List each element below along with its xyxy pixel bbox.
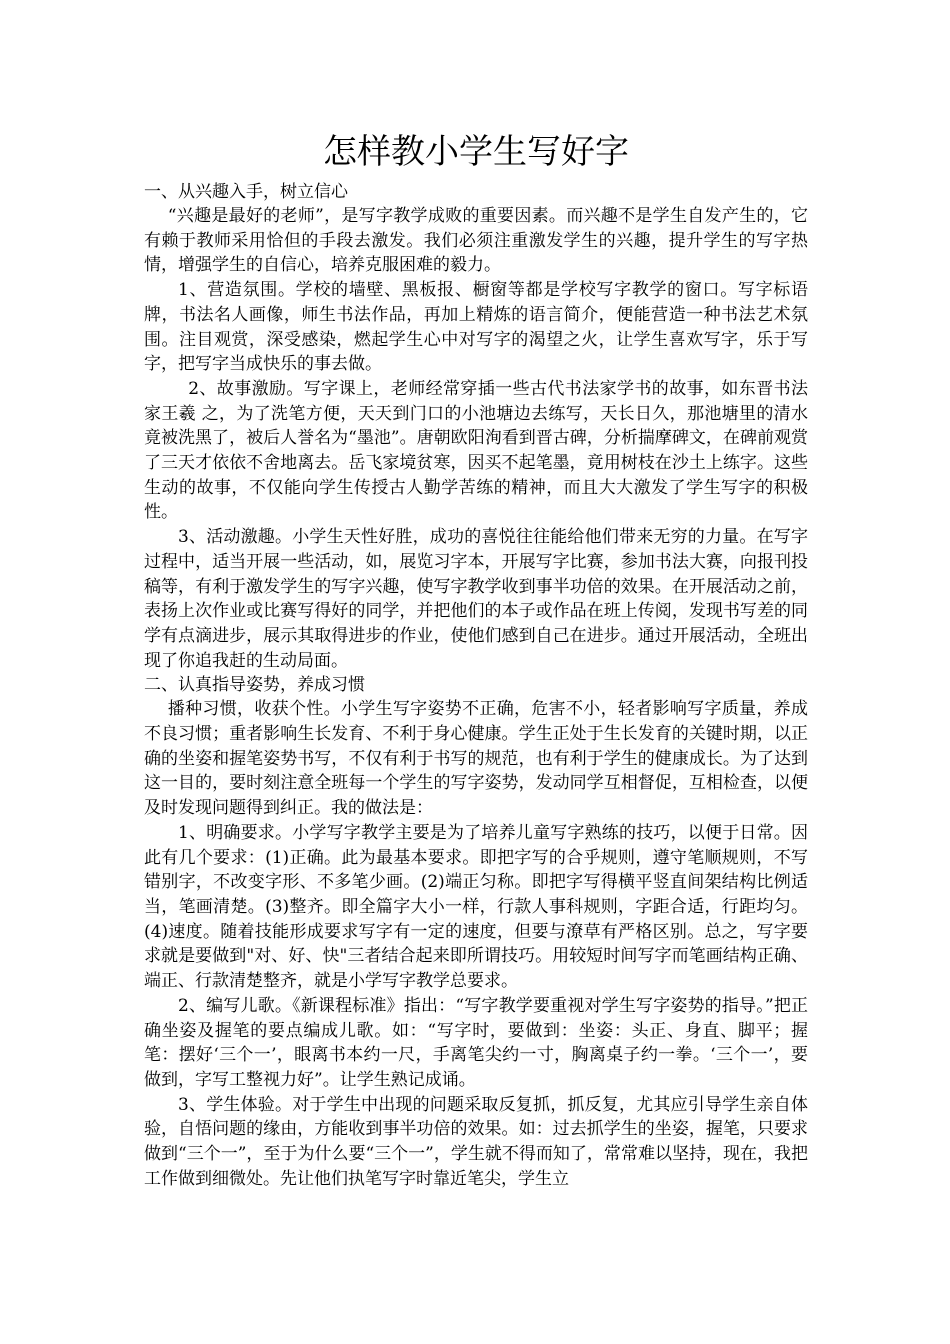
document-title: 怎样教小学生写好字 [323, 132, 629, 172]
document-page [144, 124, 808, 1191]
paragraph: 播种习惯，收获个性。小学生写字姿势不正确，危害不小，轻者影响写字质量，养成不良习惯；重者影响生长发育、不利于身心健康。学生正处于生长发育的关键时期，以正确的坐姿和握笔姿势书写，不仅有利于书写的规范，也有利于学生的健康成长。为了达到这一目的，要时刻注意全班每一个学生的写字姿势，发动同学互相督促，互相检查，以便及时发现问题得到纠正。我的做法是： [144, 699, 808, 819]
paragraph: “兴趣是最好的老师”，是写字教学成败的重要因素。而兴趣不是学生自发产生的，它有赖于教师采用恰但的手段去激发。我们必须注重激发学生的兴趣，提升学生的写字热情，增强学生的自信心，培养克服困难的毅力。 [144, 206, 808, 276]
section-heading: 二、认真指导姿势，养成习惯 [144, 675, 365, 696]
section-heading: 一、从兴趣入手，树立信心 [144, 182, 348, 202]
paragraph: 3、活动激趣。小学生天性好胜，成功的喜悦往往能给他们带来无穷的力量。在写字过程中，适当开展一些活动，如，展览习字本，开展写字比赛，参加书法大赛，向报刊投稿等，有利于激发学生的写字兴趣，使写字教学收到事半功倍的效果。在开展活动之前，表扬上次作业或比赛写得好的同学，并把他们的本子或作品在班上传阅，发现书写差的同学有点滴进步，展示其取得进步的作业，使他们感到自己在进步。通过开展活动，全班出现了你追我赶的生动局面。 [144, 527, 808, 671]
paragraph: 2、编写儿歌。《新课程标准》指出：“写字教学要重视对学生写字姿势的指导。”把正确坐姿及握笔的要点编成儿歌。如：“写字时，要做到：坐姿：头正、身直、脚平；握笔：摆好‘三个一’，眼离书本约一尺，手离笔尖约一寸，胸离桌子约一拳。‘三个一’，要做到，字写工整视力好”。让学生熟记成诵。 [144, 995, 808, 1090]
paragraph: 1、营造氛围。学校的墙壁、黑板报、橱窗等都是学校写字教学的窗口。写字标语牌，书法名人画像，师生书法作品，再加上精炼的语言简介，便能营造一种书法艺术氛围。注目观赏，深受感染，燃起学生心中对写字的渴望之火，让学生喜欢写字，乐于写字，把写字当成快乐的事去做。 [144, 280, 808, 375]
paragraph: 3、学生体验。对于学生中出现的问题采取反复抓，抓反复，尤其应引导学生亲自体验，自悟问题的缘由，方能收到事半功倍的效果。如：过去抓学生的坐姿，握笔，只要求做到“三个一”，至于为什么要“三个一”，学生就不得而知了，常常难以坚持，现在，我把工作做到细微处。先让他们执笔写字时靠近笔尖，学生立 [144, 1094, 808, 1189]
paragraph: 1、明确要求。小学写字教学主要是为了培养儿童写字熟练的技巧，以便于日常。因此有几个要求：(1)正确。此为最基本要求。即把字写的合乎规则，遵守笔顺规则，不写错别字，不改变字形、不多笔少画。(2)端正匀称。即把字写得横平竖直间架结构比例适当，笔画清楚。(3)整齐。即全篇字大小一样，行款人事科规则，字距合适，行距均匀。(4)速度。随着技能形成要求写字有一定的速度，但要与潦草有严格区别。总之，写字要求就是要做到"对、好、快"三者结合起来即所谓技巧。用较短时间写字而笔画结构正确、端正、行款清楚整齐，就是小学写字教学总要求。 [144, 822, 808, 992]
document-body [144, 180, 808, 1191]
paragraph: 2、故事激励。写字课上，老师经常穿插一些古代书法家学书的故事，如东晋书法家王羲 之，为了洗笔方便，天天到门口的小池塘边去练写，天长日久，那池塘里的清水竟被洗黑了，被后人誉名为“墨池”。唐朝欧阳洵看到晋古碑，分析揣摩碑文，在碑前观赏了三天才依依不舍地离去。岳飞家境贫寒，因买不起笔墨，竟用树枝在沙土上练字。这些生动的故事，不仅能向学生传授古人勤学苦练的精神，而且大大激发了学生写字的积极性。 [144, 378, 808, 523]
